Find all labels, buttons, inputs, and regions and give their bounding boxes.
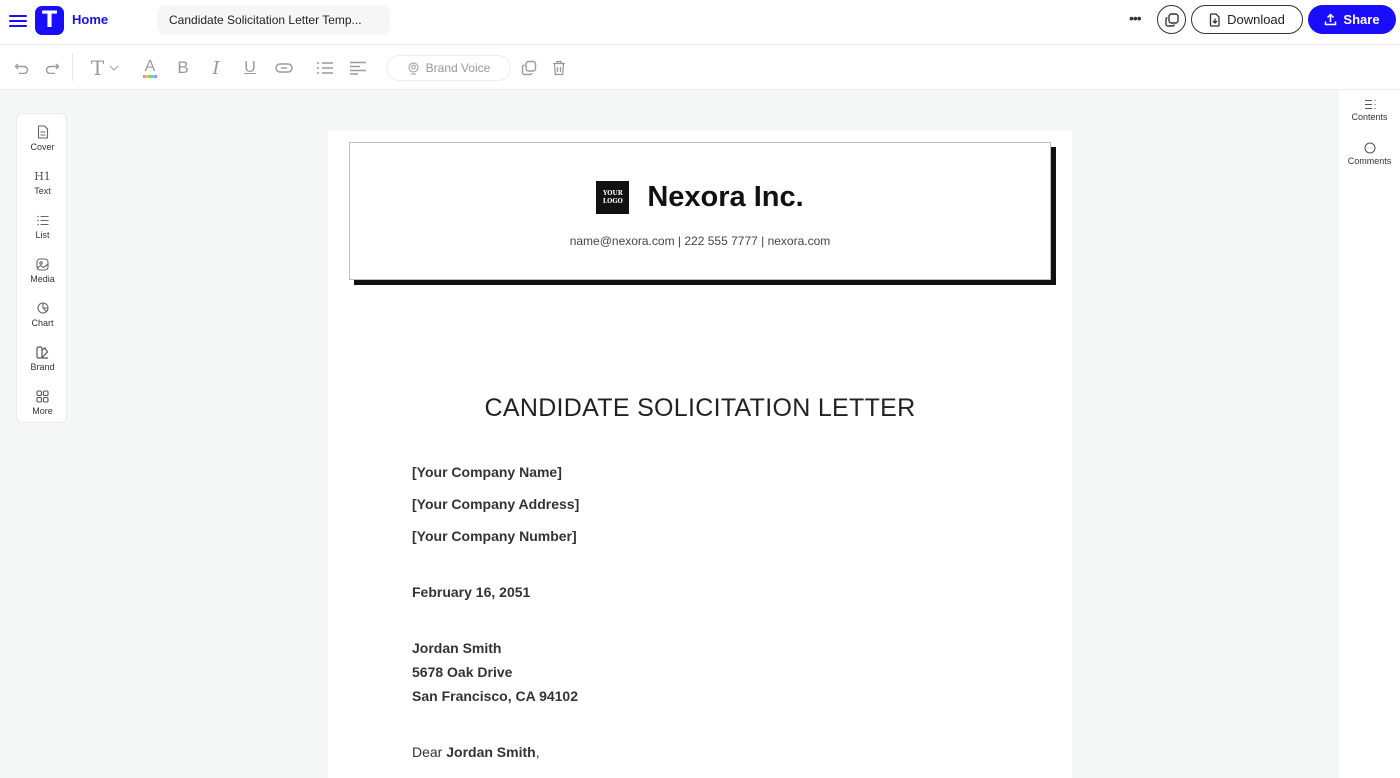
recipient-city: San Francisco, CA 94102 [412, 688, 579, 704]
brand-icon [36, 343, 49, 361]
download-label: Download [1227, 12, 1285, 27]
copy-icon [521, 60, 537, 76]
recipient-name: Jordan Smith [412, 640, 502, 656]
bold-icon: B [177, 58, 189, 77]
document-page [328, 130, 1072, 778]
insert-brand[interactable] [17, 343, 68, 383]
insert-chart-label: Chart [31, 318, 54, 328]
insert-more[interactable] [17, 387, 68, 427]
company-name: Nexora Inc. [647, 181, 804, 213]
chevron-down-icon [109, 65, 119, 71]
italic-button[interactable] [206, 57, 226, 79]
link-icon [275, 63, 293, 73]
company-logo-placeholder[interactable] [596, 181, 629, 214]
cover-icon [37, 123, 49, 141]
company-brand [350, 181, 1050, 214]
contents-label: Contents [1351, 112, 1388, 122]
contents-tab[interactable] [1339, 99, 1400, 122]
logo-line-1: YOUR [602, 189, 623, 197]
salutation-name: Jordan Smith [446, 744, 536, 760]
sender-company-address: [Your Company Address] [412, 496, 580, 512]
insert-list-label: List [35, 230, 50, 240]
insert-cover-label: Cover [30, 142, 55, 152]
download-file-icon [1209, 13, 1221, 27]
document-title[interactable]: Candidate Solicitation Letter Temp... [157, 5, 390, 35]
text-style-dropdown[interactable] [85, 57, 125, 79]
redo-icon [44, 62, 60, 74]
text-color-button[interactable] [140, 57, 160, 79]
share-button[interactable] [1308, 5, 1396, 34]
insert-text[interactable] [17, 167, 68, 207]
comments-tab[interactable] [1339, 142, 1400, 166]
bold-button[interactable] [173, 57, 193, 79]
insert-cover[interactable] [17, 123, 68, 163]
insert-media-label: Media [30, 274, 55, 284]
list-icon [37, 211, 49, 229]
more-options-button[interactable]: ••• [1129, 10, 1141, 26]
letter-title: CANDIDATE SOLICITATION LETTER [484, 394, 916, 422]
recipient-street: 5678 Oak Drive [412, 664, 513, 680]
align-button[interactable] [348, 57, 368, 79]
trash-icon [552, 60, 566, 76]
download-button[interactable] [1191, 5, 1303, 34]
insert-chart[interactable] [17, 299, 68, 339]
logo-line-2: LOGO [602, 197, 623, 205]
home-link[interactable]: Home [72, 12, 109, 27]
grid-icon [36, 387, 49, 405]
comments-label: Comments [1347, 156, 1392, 166]
redo-button[interactable] [42, 57, 62, 79]
letterhead[interactable] [349, 142, 1051, 280]
menu-icon[interactable] [9, 12, 27, 28]
insert-text-label: Text [34, 186, 51, 196]
bullet-list-icon [316, 61, 334, 75]
sender-company-name: [Your Company Name] [412, 464, 562, 480]
format-toolbar [0, 45, 1400, 90]
image-icon [36, 255, 49, 273]
insert-more-label: More [32, 406, 53, 416]
align-left-icon [349, 61, 367, 75]
brand-voice-button[interactable] [386, 55, 511, 81]
underline-button[interactable] [240, 57, 260, 79]
duplicate-icon [1164, 12, 1180, 28]
heading-icon: H1 [34, 169, 51, 183]
duplicate-block-button[interactable] [519, 57, 539, 79]
salutation-prefix: Dear [412, 744, 447, 760]
chart-icon [37, 299, 49, 317]
comments-icon [1364, 142, 1376, 154]
underline-icon: U [244, 59, 256, 76]
side-panel [1339, 90, 1400, 778]
salutation [412, 744, 540, 760]
top-bar [0, 0, 1400, 45]
app-logo[interactable]: T [35, 6, 64, 35]
salutation-suffix: , [535, 744, 540, 760]
insert-panel [16, 113, 67, 423]
contents-icon [1364, 99, 1376, 110]
insert-list[interactable] [17, 211, 68, 251]
text-style-icon: T [90, 56, 105, 80]
brand-voice-icon [407, 62, 420, 75]
share-label: Share [1343, 12, 1380, 27]
upload-icon [1324, 13, 1337, 26]
insert-brand-label: Brand [30, 362, 55, 372]
undo-button[interactable] [12, 57, 32, 79]
brand-voice-label: Brand Voice [425, 61, 491, 75]
insert-media[interactable] [17, 255, 68, 295]
contact-line: name@nexora.com | 222 555 7777 | nexora.com [569, 234, 831, 248]
italic-icon: I [212, 57, 220, 79]
color-swatch-bar [143, 75, 157, 78]
link-button[interactable] [274, 57, 294, 79]
letter-date: February 16, 2051 [412, 584, 531, 600]
delete-block-button[interactable] [549, 57, 569, 79]
bullet-list-button[interactable] [315, 57, 335, 79]
undo-icon [14, 62, 30, 74]
duplicate-button[interactable] [1157, 5, 1186, 34]
toolbar-divider [72, 53, 73, 81]
text-color-icon: A [144, 57, 156, 75]
sender-company-number: [Your Company Number] [412, 528, 577, 544]
